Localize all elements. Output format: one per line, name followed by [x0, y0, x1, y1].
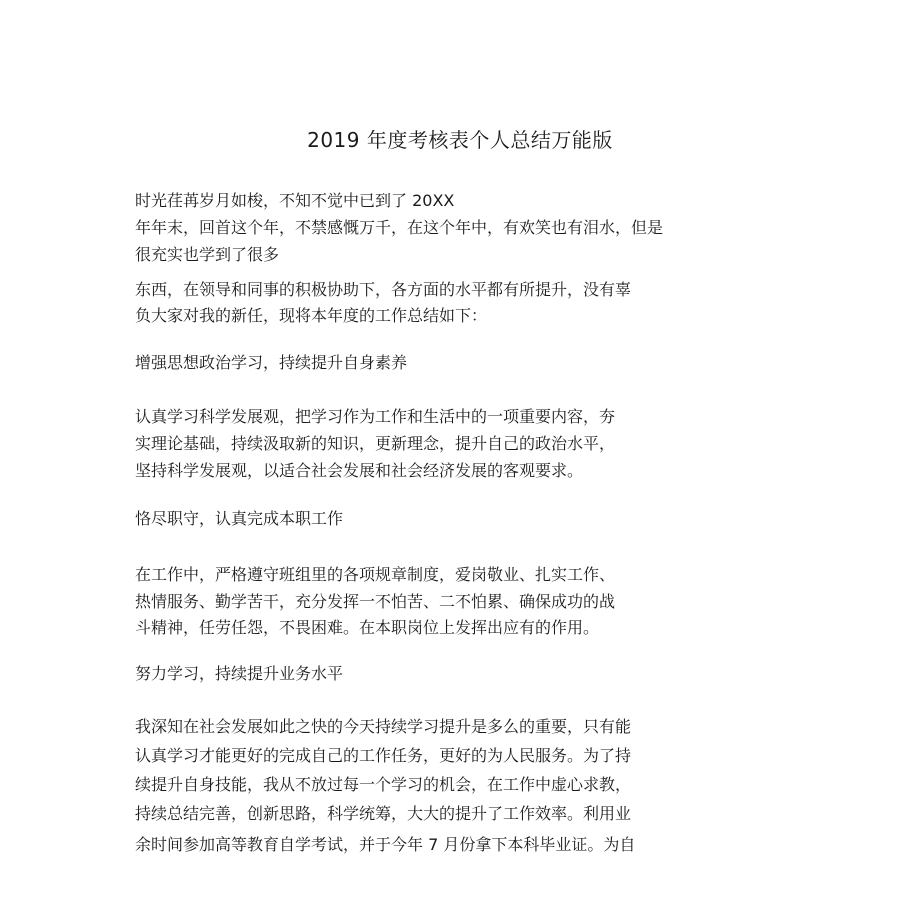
section-3-line-1: 我深知在社会发展如此之快的今天持续学习提升是多么的重要，只有能 — [135, 717, 632, 736]
section-2-line-1: 在工作中，严格遵守班组里的各项规章制度，爱岗敬业、扎实工作、 — [135, 565, 616, 584]
intro-line-1: 时光荏苒岁月如梭，不知不觉中已到了 20XX — [135, 191, 455, 210]
section-3-line-4: 持续总结完善，创新思路，科学统筹，大大的提升了工作效率。利用业 — [135, 804, 632, 823]
section-1-line-2: 实理论基础，持续汲取新的知识，更新理念，提升自己的政治水平， — [135, 434, 616, 453]
section-3-line-5: 余时间参加高等教育自学考试，并于今年 7 月份拿下本科毕业证。为自 — [135, 835, 636, 854]
section-heading-1: 增强思想政治学习，持续提升自身素养 — [135, 353, 408, 372]
intro-line-3: 很充实也学到了很多 — [135, 245, 280, 264]
section-3-line-3: 续提升自身技能，我从不放过每一个学习的机会，在工作中虚心求教， — [135, 775, 632, 794]
section-2-line-3: 斗精神，任劳任怨，不畏困难。在本职岗位上发挥出应有的作用。 — [135, 618, 600, 637]
section-1-line-3: 坚持科学发展观，以适合社会发展和社会经济发展的客观要求。 — [135, 461, 584, 480]
intro-line-4: 东西，在领导和同事的积极协助下，各方面的水平都有所提升，没有辜 — [135, 280, 632, 299]
section-heading-3: 努力学习，持续提升业务水平 — [135, 664, 344, 683]
document-title: 2019 年度考核表个人总结万能版 — [307, 128, 613, 152]
section-3-line-2: 认真学习才能更好的完成自己的工作任务，更好的为人民服务。为了持 — [135, 746, 632, 765]
section-heading-2: 恪尽职守，认真完成本职工作 — [135, 509, 344, 528]
intro-line-5: 负大家对我的新任，现将本年度的工作总结如下： — [135, 306, 488, 325]
section-2-line-2: 热情服务、勤学苦干，充分发挥一不怕苦、二不怕累、确保成功的战 — [135, 592, 616, 611]
section-1-line-1: 认真学习科学发展观，把学习作为工作和生活中的一项重要内容，夯 — [135, 407, 616, 426]
intro-line-2: 年年末，回首这个年，不禁感慨万千，在这个年中，有欢笑也有泪水，但是 — [135, 218, 664, 237]
